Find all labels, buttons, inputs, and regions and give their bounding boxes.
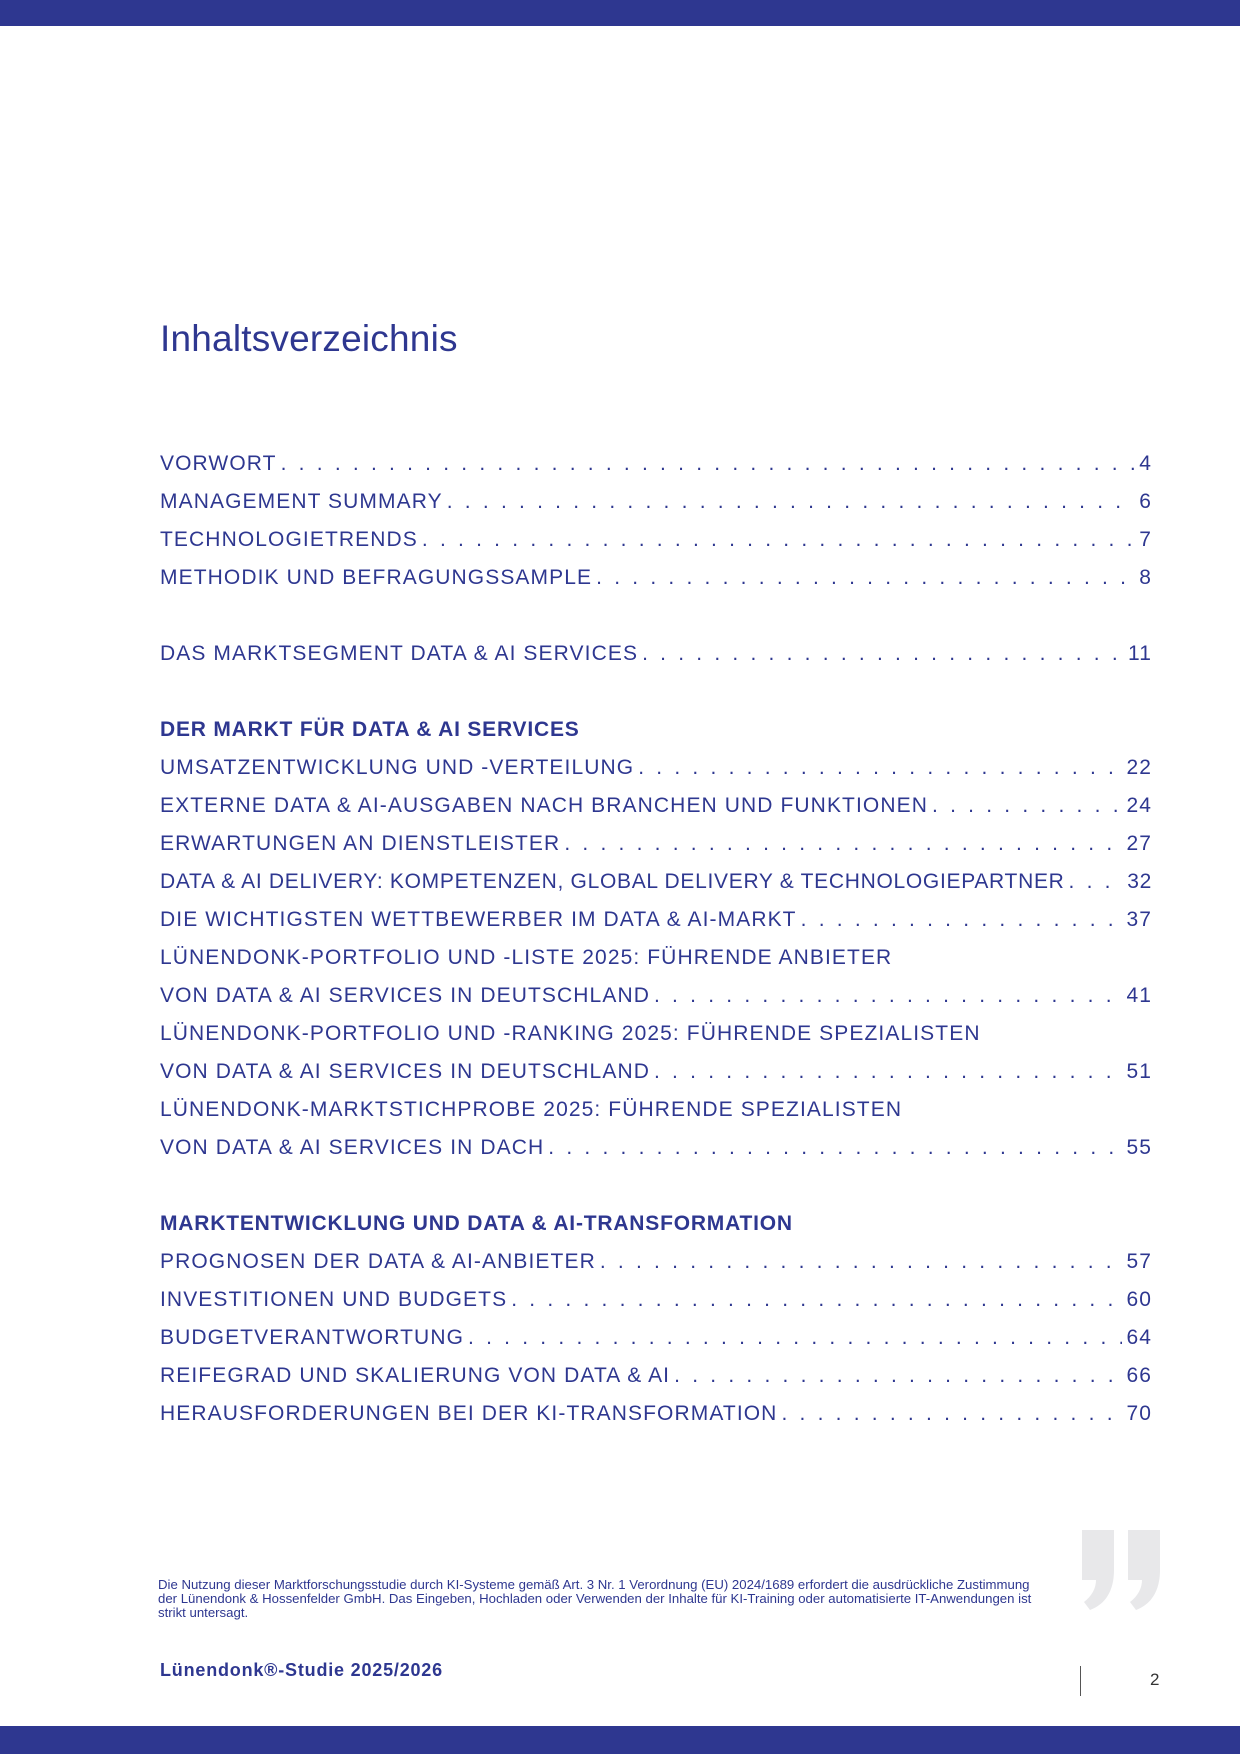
toc-entry-label: MANAGEMENT SUMMARY	[160, 490, 443, 513]
toc-entry-label: LÜNENDONK-MARKTSTICHPROBE 2025: FÜHRENDE SPEZIALISTEN	[160, 1098, 903, 1121]
toc-entry-label: UMSATZENTWICKLUNG UND -VERTEILUNG	[160, 756, 635, 779]
footer-divider	[1080, 1666, 1081, 1696]
toc-section-heading[interactable]: DER MARKT FÜR DATA & AI SERVICES	[160, 718, 580, 741]
toc-entry-page: 51	[1126, 1060, 1152, 1083]
toc-entry-label: DATA & AI DELIVERY: KOMPETENZEN, GLOBAL DELIVERY & TECHNOLOGIEPARTNER	[160, 870, 1065, 893]
toc-entry-page: 24	[1126, 794, 1152, 817]
bottom-brand-band	[0, 1726, 1240, 1754]
toc-entry[interactable]	[160, 1288, 1152, 1326]
toc-leader-dots	[801, 908, 1123, 932]
toc-spacer	[160, 604, 1152, 642]
toc-entry-label: LÜNENDONK-PORTFOLIO UND -LISTE 2025: FÜHRENDE ANBIETER	[160, 946, 893, 969]
toc-entry-label: HERAUSFORDERUNGEN BEI DER KI-TRANSFORMATION	[160, 1402, 778, 1425]
toc-spacer	[160, 1174, 1152, 1212]
toc-entry-page: 55	[1126, 1136, 1152, 1159]
toc-entry-label: PROGNOSEN DER DATA & AI-ANBIETER	[160, 1250, 596, 1273]
toc-entry[interactable]	[160, 908, 1152, 946]
toc-leader-dots	[781, 1402, 1122, 1426]
toc-leader-dots	[422, 528, 1135, 552]
toc-entry-page: 37	[1126, 908, 1152, 931]
toc-entry-marktsegment[interactable]	[160, 642, 1152, 680]
toc-entry-page: 32	[1127, 870, 1152, 893]
closing-quote-icon	[1078, 1530, 1164, 1610]
toc-entry-page: 60	[1126, 1288, 1152, 1311]
toc-leader-dots	[932, 794, 1122, 818]
toc-entry-page: 6	[1139, 490, 1152, 513]
toc-entry-line	[160, 946, 1152, 984]
toc-entry-page: 22	[1126, 756, 1152, 779]
toc-entry-page: 66	[1126, 1364, 1152, 1387]
toc-leader-dots	[654, 1060, 1122, 1084]
toc-entry-line	[160, 984, 1152, 1022]
toc-entry-page: 4	[1139, 452, 1152, 475]
toc-section-heading[interactable]: MARKTENTWICKLUNG UND DATA & AI-TRANSFORMATION	[160, 1212, 793, 1235]
toc-leader-dots	[596, 566, 1135, 590]
toc-entry-label: VON DATA & AI SERVICES IN DEUTSCHLAND	[160, 984, 650, 1007]
toc-entry-line	[160, 1060, 1152, 1098]
toc-entry-label: DIE WICHTIGSTEN WETTBEWERBER IM DATA & AI-MARKT	[160, 908, 797, 931]
ai-usage-disclaimer: Die Nutzung dieser Marktforschungsstudie durch KI-Systeme gemäß Art. 3 Nr. 1 Verordnung (EU) 2024/1689 erfordert die ausdrückliche Zustimmung der Lünendonk & Hossenfelder GmbH. Das Eingeben, Hochladen oder Verwenden der Inhalte für KI-Training oder automatisierte IT-Anwendungen ist strikt untersagt.	[158, 1577, 1032, 1620]
toc-entry-label: VORWORT	[160, 452, 277, 475]
toc-leader-dots	[548, 1136, 1122, 1160]
toc-entry[interactable]	[160, 832, 1152, 870]
toc-entry-methodik[interactable]	[160, 566, 1152, 604]
toc-entry-line	[160, 1098, 1152, 1136]
toc-entry-page: 27	[1126, 832, 1152, 855]
table-of-contents	[160, 452, 1152, 1440]
toc-entry[interactable]	[160, 1364, 1152, 1402]
toc-entry-label: METHODIK UND BEFRAGUNGSSAMPLE	[160, 566, 593, 589]
toc-entry-label: VON DATA & AI SERVICES IN DEUTSCHLAND	[160, 1060, 650, 1083]
top-brand-band	[0, 0, 1240, 26]
toc-leader-dots	[654, 984, 1122, 1008]
toc-entry-label: INVESTITIONEN UND BUDGETS	[160, 1288, 508, 1311]
toc-entry-vorwort[interactable]	[160, 452, 1152, 490]
toc-entry-line	[160, 1022, 1152, 1060]
toc-leader-dots	[674, 1364, 1122, 1388]
toc-entry-label: BUDGETVERANTWORTUNG	[160, 1326, 465, 1349]
toc-entry-page: 57	[1126, 1250, 1152, 1273]
toc-leader-dots	[600, 1250, 1123, 1274]
toc-entry-multiline[interactable]	[160, 1098, 1152, 1174]
page-title: Inhaltsverzeichnis	[160, 318, 458, 359]
toc-entry-multiline[interactable]	[160, 946, 1152, 1022]
footer-study-title: Lünendonk®-Studie 2025/2026	[160, 1660, 443, 1680]
toc-leader-dots	[638, 756, 1122, 780]
toc-leader-dots	[447, 490, 1135, 514]
toc-leader-dots	[564, 832, 1122, 856]
toc-entry[interactable]	[160, 1326, 1152, 1364]
toc-entry-line	[160, 1136, 1152, 1174]
toc-entry[interactable]	[160, 1250, 1152, 1288]
toc-leader-dots	[642, 642, 1124, 666]
toc-entry-technologietrends[interactable]	[160, 528, 1152, 566]
toc-leader-dots	[281, 452, 1136, 476]
toc-entry-page: 41	[1126, 984, 1152, 1007]
toc-entry-label: EXTERNE DATA & AI-AUSGABEN NACH BRANCHEN UND FUNKTIONEN	[160, 794, 928, 817]
toc-entry[interactable]	[160, 756, 1152, 794]
toc-leader-dots	[511, 1288, 1122, 1312]
toc-leader-dots	[1069, 870, 1124, 894]
toc-entry-page: 7	[1139, 528, 1152, 551]
toc-entry-management-summary[interactable]	[160, 490, 1152, 528]
toc-entry-label: DAS MARKTSEGMENT DATA & AI SERVICES	[160, 642, 639, 665]
toc-entry[interactable]	[160, 870, 1152, 908]
toc-entry[interactable]	[160, 1402, 1152, 1440]
toc-entry-label: TECHNOLOGIETRENDS	[160, 528, 418, 551]
toc-entry-label: REIFEGRAD UND SKALIERUNG VON DATA & AI	[160, 1364, 671, 1387]
toc-entry[interactable]	[160, 794, 1152, 832]
toc-entry-page: 8	[1139, 566, 1152, 589]
toc-entry-page: 64	[1126, 1326, 1152, 1349]
toc-entry-label: ERWARTUNGEN AN DIENSTLEISTER	[160, 832, 561, 855]
toc-entry-multiline[interactable]	[160, 1022, 1152, 1098]
toc-entry-page: 70	[1126, 1402, 1152, 1425]
toc-entry-label: VON DATA & AI SERVICES IN DACH	[160, 1136, 545, 1159]
toc-entry-label: LÜNENDONK-PORTFOLIO UND -RANKING 2025: FÜHRENDE SPEZIALISTEN	[160, 1022, 981, 1045]
toc-spacer	[160, 680, 1152, 718]
toc-entry-page: 11	[1128, 642, 1152, 665]
page-number: 2	[1150, 1670, 1160, 1689]
toc-leader-dots	[468, 1326, 1122, 1350]
